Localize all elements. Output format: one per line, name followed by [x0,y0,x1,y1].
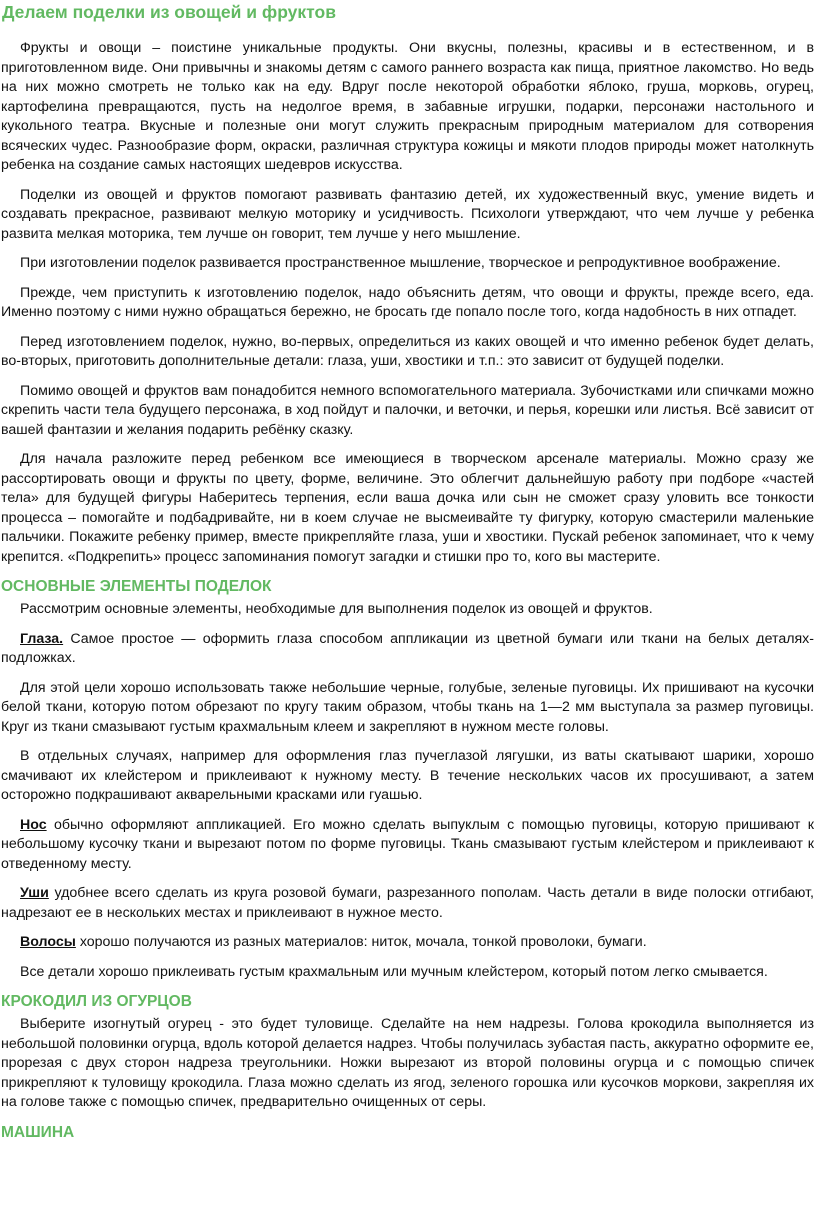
section-heading-elements: ОСНОВНЫЕ ЭЛЕМЕНТЫ ПОДЕЛОК [1,578,272,595]
intro-paragraph-2: Поделки из овощей и фруктов помогают развивать фантазию детей, их художественный вкус, умение видеть и создавать прекрасное, развивают мелкую моторику и усидчивость. Психологи утверждают, что чем лучше у ребенка развита мелкая моторика, тем лучше он говорит, тем лучше у него мышление. [1,186,814,242]
intro-paragraph-6: Помимо овощей и фруктов вам понадобится немного вспомогательного материала. Зубочистками или спичками можно скрепить части тела будущего персонажа, в ход пойдут и палочки, и веточки, и перья, корешки или листья. Всё зависит от вашей фантазии и желания подарить ребёнку сказку. [1,382,814,438]
eyes-paragraph-2: Для этой цели хорошо использовать также небольшие черные, голубые, зеленые пуговицы. Их пришивают на кусочки белой ткани, которую потом обрезают по кругу таким образом, чтобы ткань на 1—2 мм выступала за размер пуговицы. Круг из ткани смазывают густым крахмальным клеем и закрепляют в нужном месте головы. [1,679,814,735]
hair-text: хорошо получаются из разных материалов: ниток, мочала, тонкой проволоки, бумаги. [75,934,647,950]
eyes-paragraph-3: В отдельных случаях, например для оформления глаз пучеглазой лягушки, из ваты скатывают шарики, хорошо смачивают их клейстером и приклеивают к нужному месту. В течение нескольких часов их просушивают, а затем осторожно подкрашивают акварельными красками или гуашью. [1,748,814,803]
ears-paragraph [0,884,816,923]
ears-term: Уши [20,885,49,901]
section-heading-crocodile: КРОКОДИЛ ИЗ ОГУРЦОВ [1,993,192,1010]
intro-paragraph-4: Прежде, чем приступить к изготовлению поделок, надо объяснить детям, что овощи и фрукты, прежде всего, еда. Именно поэтому с ними нужно обращаться бережно, не бросать где попало после того, когда надобность в них отпадет. [1,284,814,320]
page-title: Делаем поделки из овощей и фруктов [2,2,336,22]
eyes-paragraph [0,630,816,669]
nose-term: Нос [20,816,47,833]
glue-paragraph: Все детали хорошо приклеивать густым крахмальным или мучным клейстером, который потом легко смывается. [20,963,768,980]
ears-text: удобнее всего сделать из круга розовой бумаги, разрезанного пополам. Часть детали в виде полоски отгибают, надрезают ее в нескольких местах и приклеивают в нужное место. [1,885,814,921]
hair-paragraph [0,933,816,953]
intro-paragraph-5: Перед изготовлением поделок, нужно, во-первых, определиться из каких овощей и что именно ребенок будет делать, во-вторых, приготовить дополнительные детали: глаза, уши, хвостики и т.п.: это зависит от будущей поделки. [1,333,814,369]
elements-lead: Рассмотрим основные элементы, необходимые для выполнения поделок из овощей и фруктов. [20,601,653,617]
nose-paragraph [0,816,816,875]
hair-term: Волосы [20,934,76,950]
crocodile-paragraph: Выберите изогнутый огурец - это будет туловище. Сделайте на нем надрезы. Голова крокодила выполняется из небольшой половинки огурца, вдоль которой делается надрез. Чтобы получилась зубастая пасть, аккуратно оформите ее, прорезая с двух сторон надреза треугольники. Ножки вырезают из второй половины огурца и с помощью спичек прикрепляют к туловищу крокодила. Глаза можно сделать из ягод, зеленого горошка или кусочков моркови, закрепляя их на голове также с помощью спичек, предварительно очищенных от серы. [1,1016,814,1110]
intro-paragraph-3: При изготовлении поделок развивается пространственное мышление, творческое и репродуктивное воображение. [20,255,781,271]
eyes-term: Глаза. [20,630,64,647]
intro-paragraph-7: Для начала разложите перед ребенком все имеющиеся в творческом арсенале материалы. Можно сразу же рассортировать овощи и фрукты по цвету, форме, величине. Это облегчит дальнейшую работу при подборе «частей тела» для будущей фигуры Наберитесь терпения, если ваша дочка или сын не сможет сразу уловить все тонкости процесса – помогайте и подбадривайте, ни в коем случае не высмеивайте ту фигурку, которую смастерили маленькие пальчики. Покажите ребенку пример, вместе прикрепляйте глаза, уши и хвостики. Пускай ребенок запоминает, что к чему крепится. «Подкрепить» процесс запоминания помогут загадки и стишки про то, кого вы мастерите. [1,451,814,565]
intro-paragraph-1: Фрукты и овощи – поистине уникальные продукты. Они вкусны, полезны, красивы и в естественном, и в приготовленном виде. Они привычны и знакомы детям с самого раннего возраста как пища, приятное лакомство. Но ведь на них можно смотреть не только как на еду. Вдруг после некоторой обработки яблоко, груша, морковь, огурец, картофелина превращаются, пусть на недолгое время, в забавные игрушки, подарки, персонажи настольного и кукольного театра. Вкусные и полезные они могут служить прекрасным природным материалом для сотворения всяческих чудес. Разнообразие форм, окраски, различная структура кожицы и мякоти плодов природы может натолкнуть ребенка на создание самых настоящих шедевров искусства. [1,40,814,173]
section-heading-car: МАШИНА [1,1123,75,1141]
nose-text: обычно оформляют аппликацией. Его можно сделать выпуклым с помощью пуговицы, которую пришивают к небольшому кусочку ткани и вырезают потом по форме пуговицы. Ткань смазывают густым клейстером и приклеивают к отведенному месту. [1,816,814,872]
eyes-text: Самое простое — оформить глаза способом аппликации из цветной бумаги или ткани на белых деталях-подложках. [1,630,814,666]
